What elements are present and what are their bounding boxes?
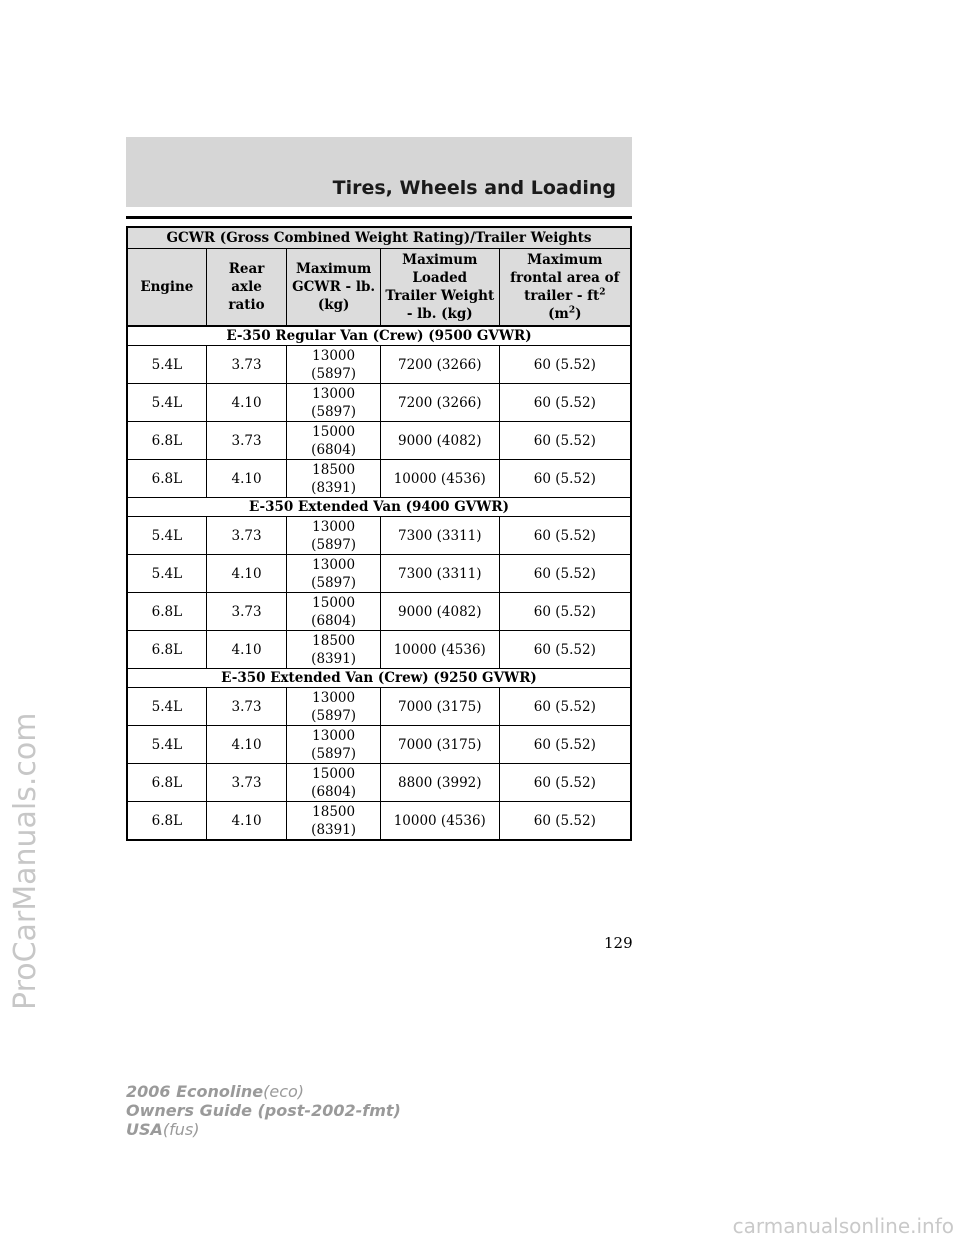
gcwr-kg: (8391) <box>311 821 357 838</box>
header-text: Trailer Weight <box>385 288 495 304</box>
cell-axle: 4.10 <box>206 726 287 764</box>
header-text: ratio <box>228 297 265 313</box>
gcwr-lb: 13000 <box>312 556 356 573</box>
cell-axle: 3.73 <box>206 593 287 631</box>
gcwr-lb: 13000 <box>312 518 356 535</box>
cell-engine: 6.8L <box>127 422 206 460</box>
gcwr-kg: (8391) <box>311 479 357 496</box>
cell-gcwr <box>287 802 381 841</box>
footer-line-2 <box>126 1101 401 1120</box>
gcwr-kg: (5897) <box>311 536 357 553</box>
gcwr-lb: 18500 <box>312 461 356 478</box>
cell-trailer: 10000 (4536) <box>380 631 499 669</box>
header-text: GCWR - lb. <box>292 279 376 295</box>
cell-engine: 6.8L <box>127 764 206 802</box>
column-header-rear-axle-ratio <box>206 249 287 327</box>
gcwr-kg: (5897) <box>311 365 357 382</box>
gcwr-trailer-weights-table <box>126 226 632 841</box>
cell-axle: 3.73 <box>206 764 287 802</box>
table-row <box>127 460 631 498</box>
table-row <box>127 802 631 841</box>
table-row <box>127 593 631 631</box>
cell-trailer: 8800 (3992) <box>380 764 499 802</box>
cell-frontal: 60 (5.52) <box>499 517 631 555</box>
column-header-max-frontal-area <box>499 249 631 327</box>
cell-gcwr <box>287 555 381 593</box>
cell-engine: 5.4L <box>127 384 206 422</box>
cell-trailer: 7200 (3266) <box>380 384 499 422</box>
column-header-max-gcwr <box>287 249 381 327</box>
table-title: GCWR (Gross Combined Weight Rating)/Trailer Weights <box>127 227 631 249</box>
cell-axle: 3.73 <box>206 422 287 460</box>
table-row <box>127 555 631 593</box>
cell-engine: 5.4L <box>127 555 206 593</box>
cell-frontal: 60 (5.52) <box>499 726 631 764</box>
header-rule <box>126 216 632 219</box>
cell-engine: 5.4L <box>127 517 206 555</box>
cell-frontal: 60 (5.52) <box>499 802 631 841</box>
cell-trailer: 9000 (4082) <box>380 593 499 631</box>
gcwr-kg: (5897) <box>311 574 357 591</box>
watermark-carmanualsonline: carmanualsonline.info <box>732 1214 954 1238</box>
table-row <box>127 384 631 422</box>
cell-trailer: 7300 (3311) <box>380 555 499 593</box>
cell-engine: 5.4L <box>127 726 206 764</box>
header-text: ) <box>575 306 582 322</box>
superscript: 2 <box>599 287 606 298</box>
footer-model: 2006 Econoline <box>126 1082 264 1101</box>
header-text: (m <box>548 306 569 322</box>
cell-axle: 4.10 <box>206 631 287 669</box>
gcwr-kg: (8391) <box>311 650 357 667</box>
cell-gcwr <box>287 517 381 555</box>
gcwr-kg: (5897) <box>311 403 357 420</box>
section-heading: E-350 Extended Van (Crew) (9250 GVWR) <box>127 669 631 688</box>
header-text: frontal area of <box>510 270 620 286</box>
footer-model-code: (eco) <box>263 1082 305 1101</box>
cell-frontal: 60 (5.52) <box>499 460 631 498</box>
table-row <box>127 631 631 669</box>
table-row <box>127 517 631 555</box>
header-text: Maximum <box>527 252 603 268</box>
cell-frontal: 60 (5.52) <box>499 688 631 726</box>
cell-frontal: 60 (5.52) <box>499 764 631 802</box>
table-row <box>127 688 631 726</box>
footer-market-code: (fus) <box>162 1120 200 1139</box>
gcwr-lb: 15000 <box>312 765 356 782</box>
footer-guide: Owners Guide (post-2002-fmt) <box>126 1101 401 1120</box>
section-heading: E-350 Regular Van (Crew) (9500 GVWR) <box>127 326 631 346</box>
cell-axle: 4.10 <box>206 802 287 841</box>
gcwr-lb: 13000 <box>312 689 356 706</box>
cell-engine: 5.4L <box>127 688 206 726</box>
cell-trailer: 10000 (4536) <box>380 460 499 498</box>
gcwr-lb: 13000 <box>312 385 356 402</box>
page-number: 129 <box>604 934 633 952</box>
cell-engine: 6.8L <box>127 802 206 841</box>
gcwr-lb: 18500 <box>312 803 356 820</box>
gcwr-lb: 13000 <box>312 727 356 744</box>
gcwr-lb: 15000 <box>312 594 356 611</box>
cell-trailer: 7200 (3266) <box>380 346 499 384</box>
column-header-engine: Engine <box>127 249 206 327</box>
cell-gcwr <box>287 384 381 422</box>
section-heading: E-350 Extended Van (9400 GVWR) <box>127 498 631 517</box>
footer-line-1 <box>126 1082 401 1101</box>
cell-gcwr <box>287 764 381 802</box>
cell-axle: 3.73 <box>206 517 287 555</box>
gcwr-lb: 15000 <box>312 423 356 440</box>
header-text: - lb. (kg) <box>406 306 473 322</box>
cell-gcwr <box>287 688 381 726</box>
superscript: 2 <box>568 305 576 316</box>
cell-engine: 6.8L <box>127 631 206 669</box>
cell-axle: 4.10 <box>206 460 287 498</box>
column-header-max-trailer-weight <box>380 249 499 327</box>
cell-frontal: 60 (5.52) <box>499 593 631 631</box>
gcwr-kg: (6804) <box>311 783 357 800</box>
cell-gcwr <box>287 346 381 384</box>
cell-gcwr <box>287 460 381 498</box>
document-footer <box>126 1082 401 1139</box>
section-header-band <box>126 137 632 207</box>
cell-engine: 6.8L <box>127 460 206 498</box>
cell-frontal: 60 (5.52) <box>499 346 631 384</box>
gcwr-kg: (5897) <box>311 707 357 724</box>
gcwr-kg: (6804) <box>311 441 357 458</box>
watermark-procarmanuals: ProCarManuals.com <box>8 712 43 1010</box>
header-text: Rear <box>228 261 265 277</box>
cell-engine: 6.8L <box>127 593 206 631</box>
cell-frontal: 60 (5.52) <box>499 631 631 669</box>
header-text: Loaded <box>412 270 468 286</box>
section-title: Tires, Wheels and Loading <box>332 177 616 199</box>
cell-gcwr <box>287 422 381 460</box>
gcwr-kg: (5897) <box>311 745 357 762</box>
table-row <box>127 726 631 764</box>
cell-axle: 3.73 <box>206 346 287 384</box>
header-text: Maximum <box>295 261 372 277</box>
header-text: (kg) <box>317 297 350 313</box>
cell-axle: 4.10 <box>206 384 287 422</box>
cell-axle: 3.73 <box>206 688 287 726</box>
cell-gcwr <box>287 631 381 669</box>
cell-frontal: 60 (5.52) <box>499 422 631 460</box>
table-row <box>127 346 631 384</box>
cell-frontal: 60 (5.52) <box>499 384 631 422</box>
gcwr-lb: 18500 <box>312 632 356 649</box>
table-row <box>127 764 631 802</box>
cell-frontal: 60 (5.52) <box>499 555 631 593</box>
footer-market: USA <box>126 1120 163 1139</box>
gcwr-kg: (6804) <box>311 612 357 629</box>
cell-gcwr <box>287 593 381 631</box>
cell-trailer: 7000 (3175) <box>380 726 499 764</box>
cell-trailer: 7300 (3311) <box>380 517 499 555</box>
cell-engine: 5.4L <box>127 346 206 384</box>
header-text: Maximum <box>402 252 478 268</box>
table-row <box>127 422 631 460</box>
gcwr-lb: 13000 <box>312 347 356 364</box>
header-text: axle <box>231 279 262 295</box>
cell-trailer: 10000 (4536) <box>380 802 499 841</box>
cell-trailer: 7000 (3175) <box>380 688 499 726</box>
cell-gcwr <box>287 726 381 764</box>
footer-line-3 <box>126 1120 401 1139</box>
header-text: trailer - ft <box>524 288 600 304</box>
cell-axle: 4.10 <box>206 555 287 593</box>
cell-trailer: 9000 (4082) <box>380 422 499 460</box>
